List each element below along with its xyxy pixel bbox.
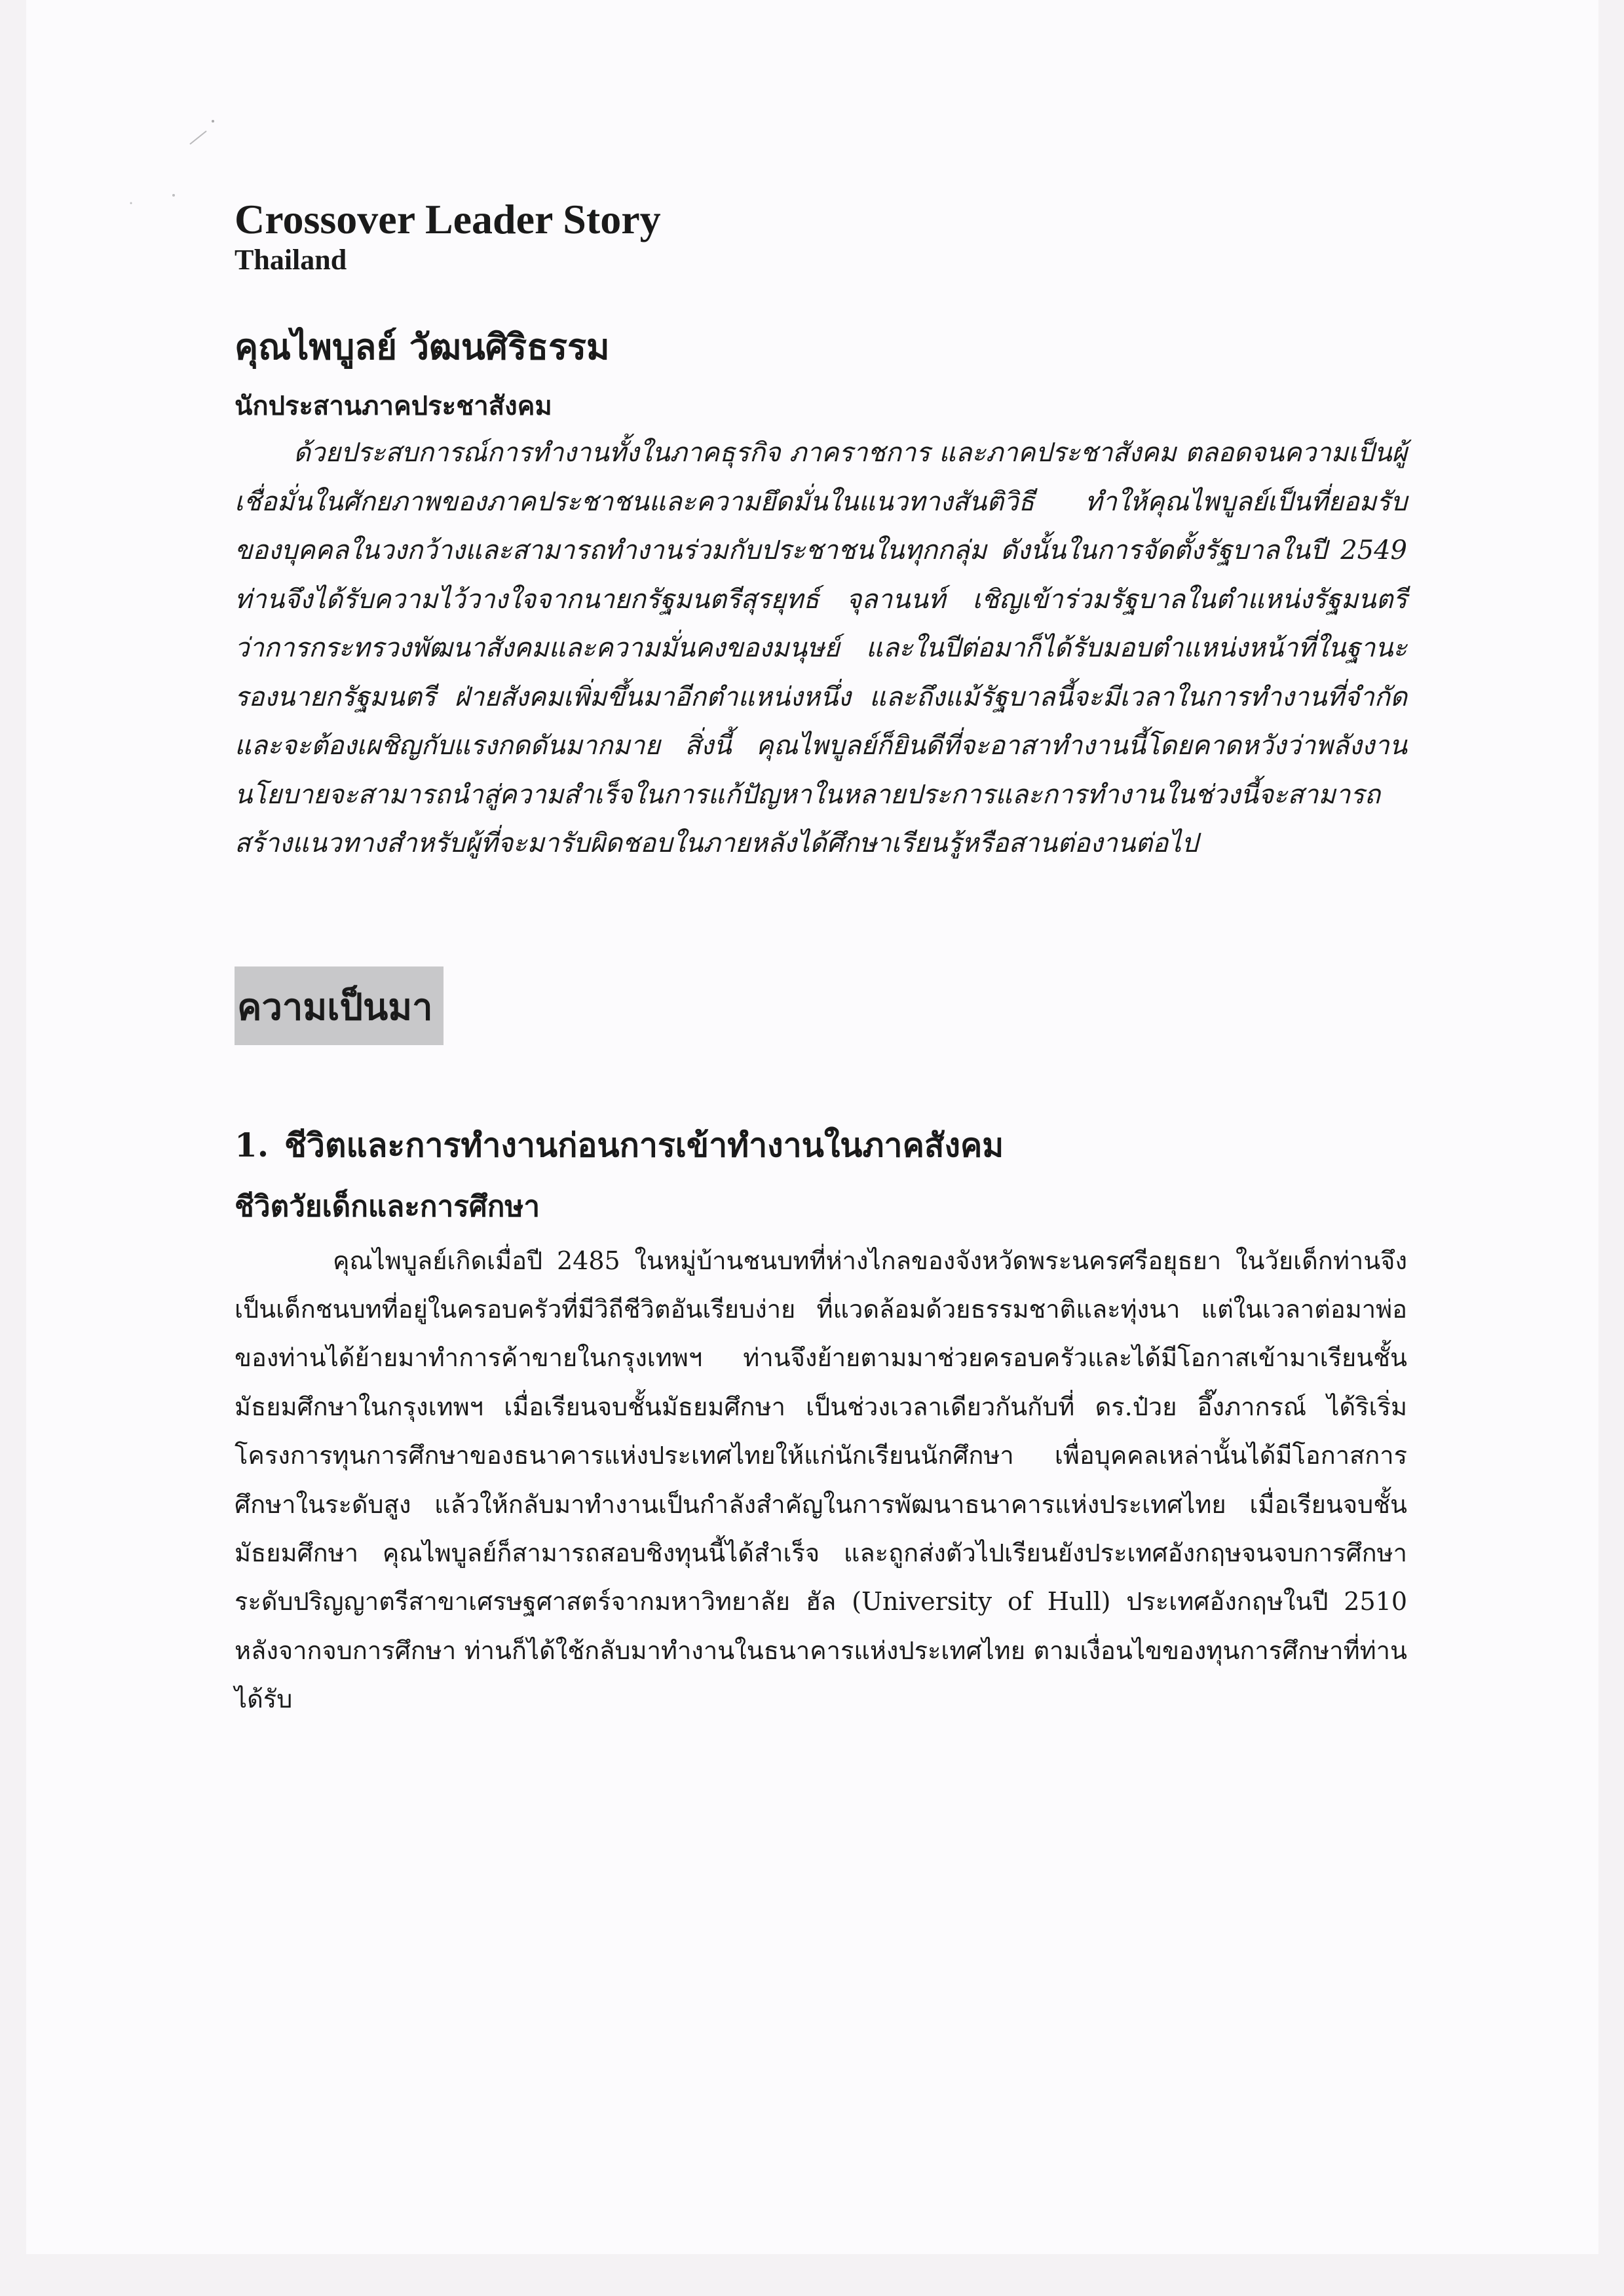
intro-paragraph: ด้วยประสบการณ์การทำงานทั้งในภาคธุรกิจ ภาคราชการ และภาคประชาสังคม ตลอดจนความเป็นผู้เชื่อมั่นในศักยภาพของภาคประชาชนและความยึดมั่นในแนวทางสันติวิธี ทำให้คุณไพบูลย์เป็นที่ยอมรับของบุคคลในวงกว้างและสามารถทำงานร่วมกับประชาชนในทุกกลุ่ม ดังนั้นในการจัดตั้งรัฐบาลในปี 2549 ท่านจึงได้รับความไว้วางใจจากนายกรัฐมนตรีสุรยุทธ์ จุลานนท์ เชิญเข้าร่วมรัฐบาลในตำแหน่งรัฐมนตรีว่าการกระทรวงพัฒนาสังคมและความมั่นคงของมนุษย์ และในปีต่อมาก็ได้รับมอบตำแหน่งหน้าที่ในฐานะรองนายกรัฐมนตรี ฝ่ายสังคมเพิ่มขึ้นมาอีกตำแหน่งหนึ่ง และถึงแม้รัฐบาลนี้จะมีเวลาในการทำงานที่จำกัดและจะต้องเผชิญกับแรงกดดันมากมาย สิ่งนี้ คุณไพบูลย์ก็ยินดีที่จะอาสาทำงานนี้โดยคาดหวังว่าพลังงานนโยบายจะสามารถนำสู่ความสำเร็จในการแก้ปัญหาในหลายประการและการทำงานในช่วงนี้จะสามารถสร้างแนวทางสำหรับผู้ที่จะมารับผิดชอบในภายหลังได้ศึกษาเรียนรู้หรือสานต่องานต่อไป xyxy=(235,438,1407,858)
subsection-body: คุณไพบูลย์เกิดเมื่อปี 2485 ในหมู่บ้านชนบทที่ห่างไกลของจังหวัดพระนครศรีอยุธยา ในวัยเด็กท่านจึงเป็นเด็กชนบทที่อยู่ในครอบครัวที่มีวิถีชีวิตอันเรียบง่าย ที่แวดล้อมด้วยธรรมชาติและทุ่งนา แต่ในเวลาต่อมาพ่อของท่านได้ย้ายมาทำการค้าขายในกรุงเทพฯ ท่านจึงย้ายตามมาช่วยครอบครัวและได้มีโอกาสเข้ามาเรียนชั้นมัธยมศึกษาในกรุงเทพฯ เมื่อเรียนจบชั้นมัธยมศึกษา เป็นช่วงเวลาเดียวกันกับที่ ดร.ป๋วย อึ๊งภากรณ์ ได้ริเริ่มโครงการทุนการศึกษาของธนาคารแห่งประเทศไทยให้แก่นักเรียนนักศึกษา เพื่อบุคคลเหล่านั้นได้มีโอกาสการศึกษาในระดับสูง แล้วให้กลับมาทำงานเป็นกำลังสำคัญในการพัฒนาธนาคารแห่งประเทศไทย เมื่อเรียนจบชั้นมัธยมศึกษา คุณไพบูลย์ก็สามารถสอบชิงทุนนี้ได้สำเร็จ และถูกส่งตัวไปเรียนยังประเทศอังกฤษจนจบการศึกษาระดับปริญญาตรีสาขาเศรษฐศาสตร์จากมหาวิทยาลัย ฮัล (University of Hull) ประเทศอังกฤษในปี 2510 หลังจากจบการศึกษา ท่านก็ได้ใช้กลับมาทำงานในธนาคารแห่งประเทศไทย ตามเงื่อนไขของทุนการศึกษาที่ท่านได้รับ xyxy=(235,1246,1407,1714)
person-role: นักประสานภาคประชาสังคม xyxy=(235,391,552,421)
chapter-heading xyxy=(235,1122,1407,1168)
document-content xyxy=(235,195,1407,1724)
chapter-title: ชีวิตและการทำงานก่อนการเข้าทำงานในภาคสังคม xyxy=(284,1125,1004,1164)
section-heading: ความเป็นมา xyxy=(235,966,444,1045)
subsection-heading: ชีวิตวัยเด็กและการศึกษา xyxy=(235,1189,540,1223)
chapter-number: 1. xyxy=(235,1125,269,1164)
document-title: Crossover Leader Story xyxy=(235,196,661,242)
document-page xyxy=(26,0,1598,2254)
document-country: Thailand xyxy=(235,244,347,276)
person-name: คุณไพบูลย์ วัฒนศิริธรรม xyxy=(235,326,610,368)
scan-specks xyxy=(92,111,249,216)
